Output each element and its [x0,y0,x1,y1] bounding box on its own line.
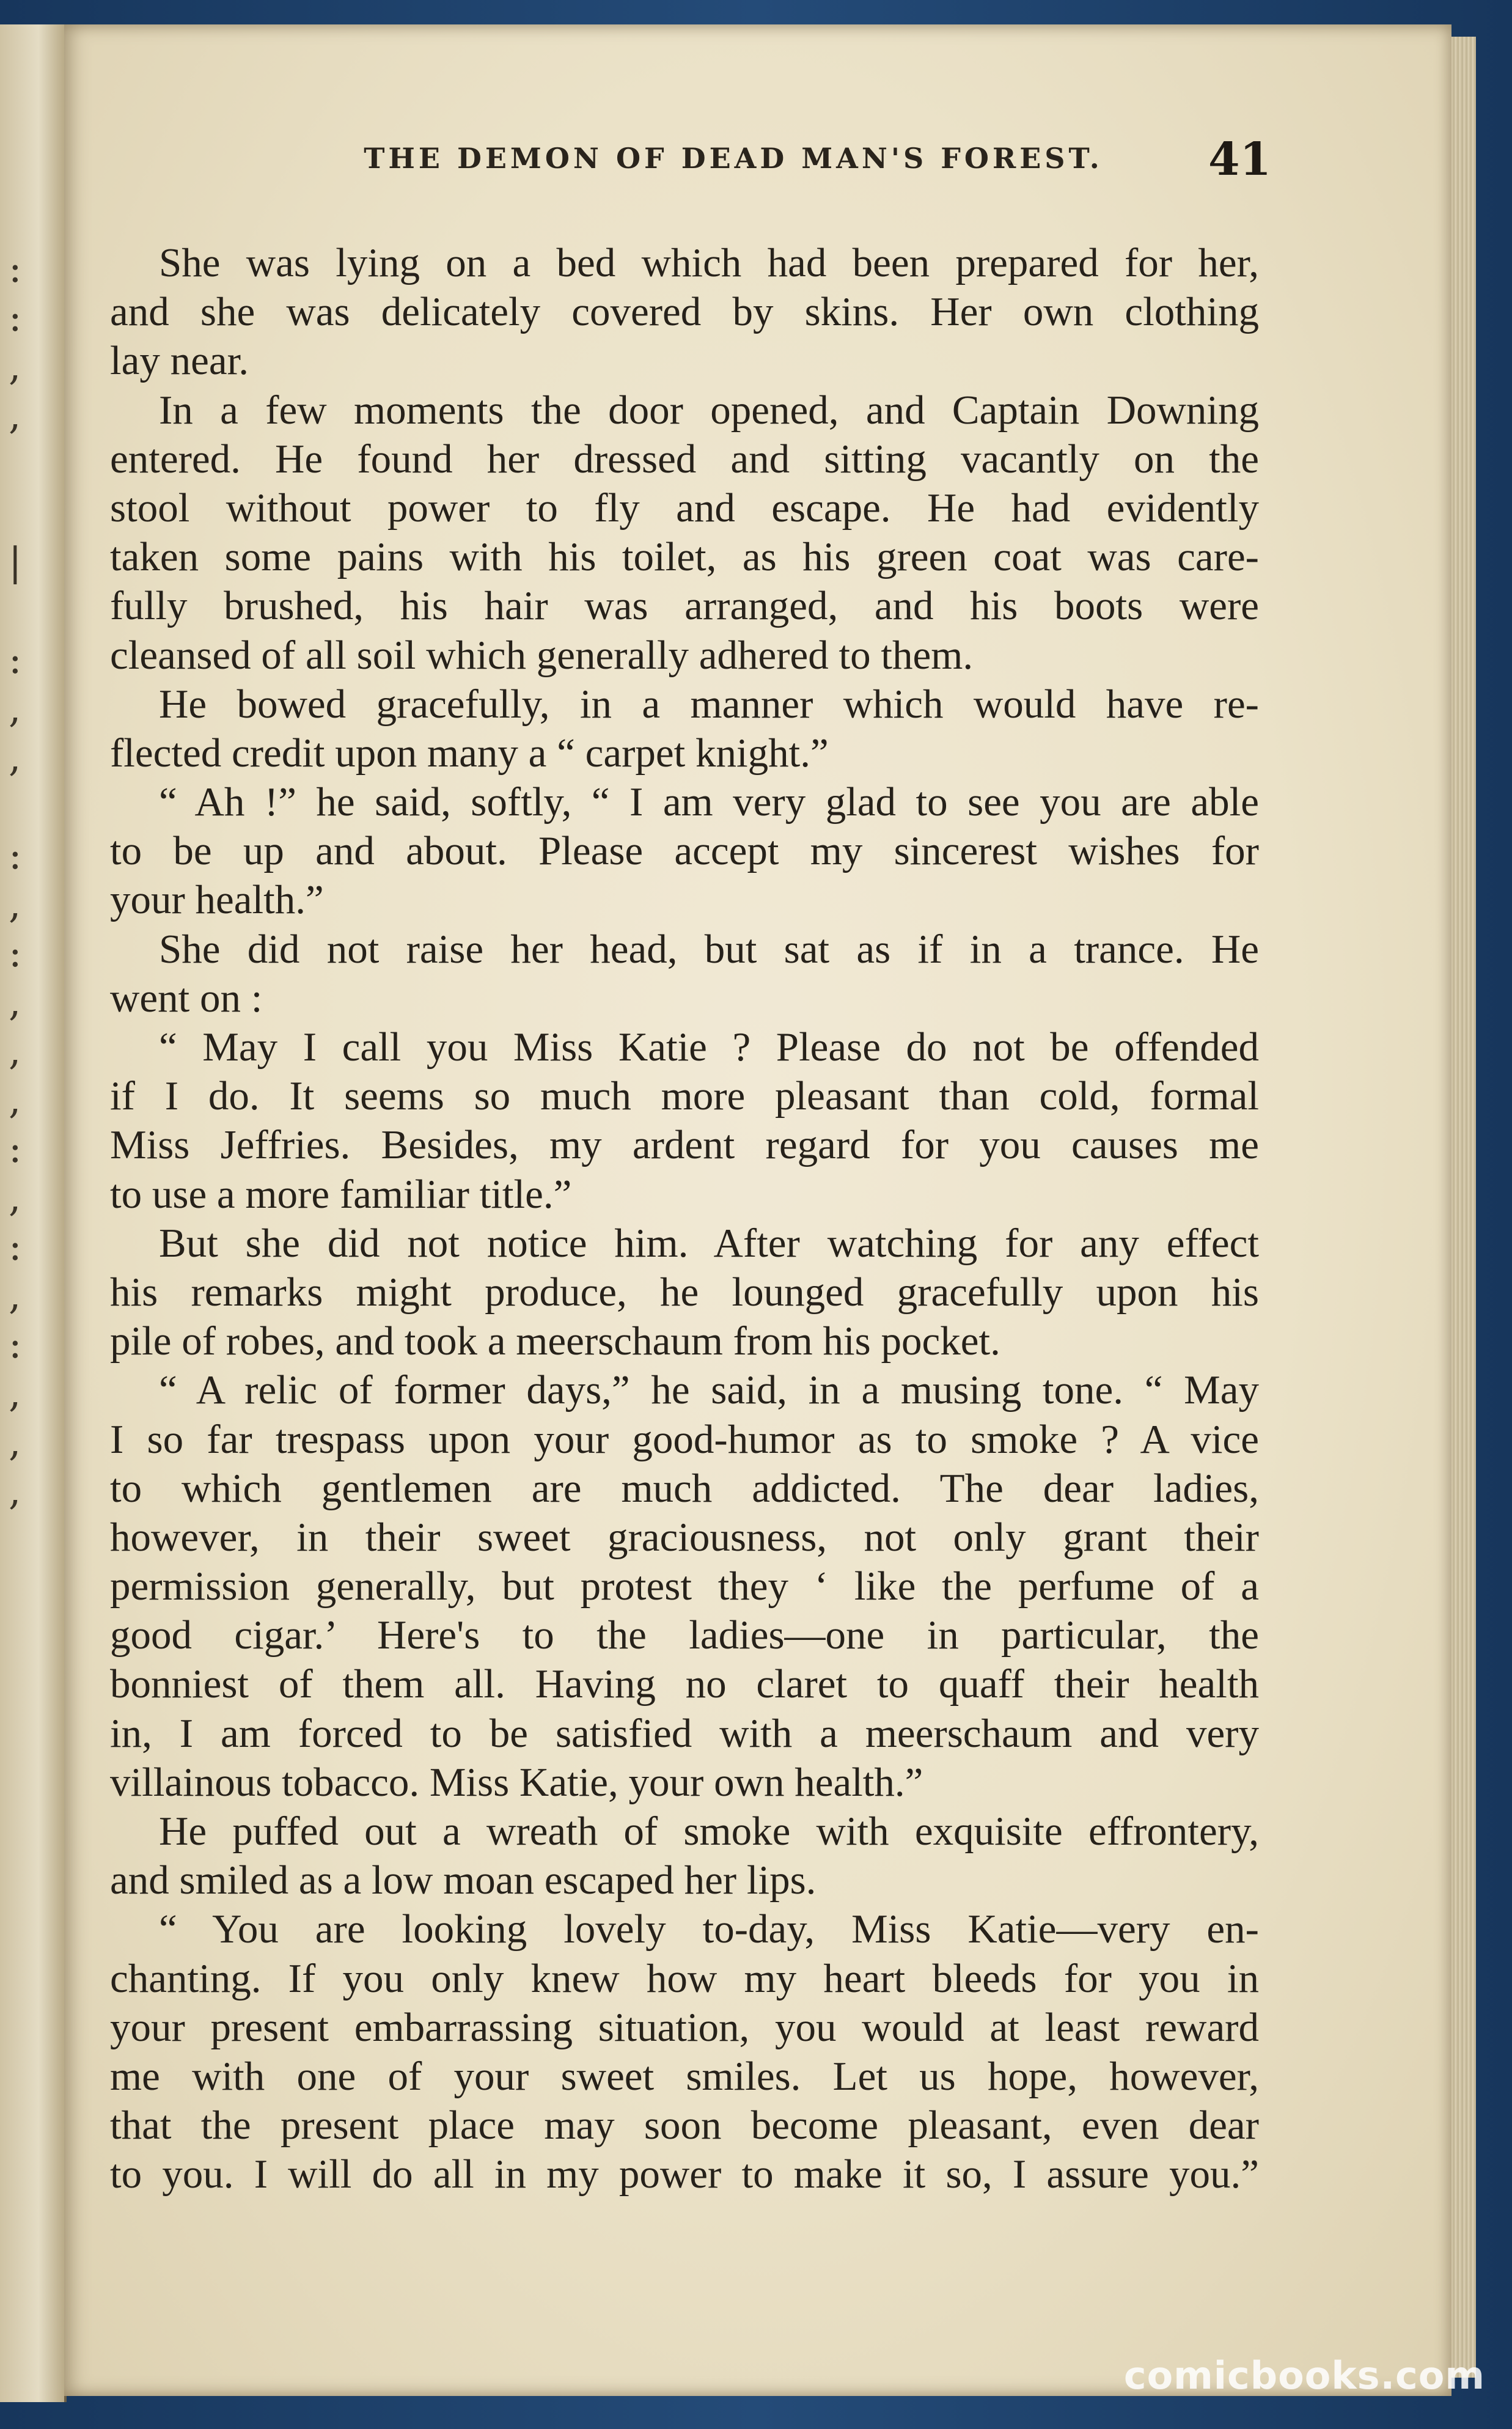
text-line: and smiled as a low moan escaped her lips. [110,1858,817,1903]
page-stack-edge [1451,37,1476,2378]
text-line: permission generally, but protest they ‘ like the perfume of a [110,1564,1259,1609]
text-line: She did not raise her head, but sat as if in a trance. He [159,926,1259,972]
page-number: 41 [1208,133,1271,186]
text-line: your present embarrassing situation, you would at least reward [110,2004,1259,2050]
text-line: to be up and about. Please accept my sincerest wishes for [110,828,1259,874]
text-line: Miss Jeffries. Besides, my ardent regard for you causes me [110,1122,1259,1168]
text-line: in, I am forced to be satisfied with a meerschaum and very [110,1710,1259,1756]
text-line: He puffed out a wreath of smoke with exquisite effrontery, [159,1809,1259,1854]
text-line: But she did not notice him. After watching for any effect [159,1220,1259,1266]
text-line: your health.” [110,877,324,923]
text-line: lay near. [110,338,249,384]
facing-page-punctuation: : : , , | : , , : , : , , , : , : , : , , , [9,246,22,1514]
text-line: fully brushed, his hair was arranged, and his boots were [110,583,1259,629]
text-line: pile of robes, and took a meerschaum from his pocket. [110,1318,1000,1364]
text-line: and she was delicately covered by skins. Her own clothing [110,289,1259,335]
running-head: THE DEMON OF DEAD MAN'S FOREST. [364,142,1103,175]
text-line: however, in their sweet graciousness, not only grant their [110,1514,1259,1560]
text-line: his remarks might produce, he lounged gracefully upon his [110,1269,1259,1315]
facing-page-edge [0,24,67,2402]
text-line: good cigar.’ Here's to the ladies—one in particular, the [110,1612,1259,1658]
text-line: to use a more familiar title.” [110,1171,572,1217]
text-line: to which gentlemen are much addicted. The dear ladies, [110,1465,1259,1511]
text-line: He bowed gracefully, in a manner which would have re- [159,681,1259,727]
text-line: taken some pains with his toilet, as his green coat was care- [110,534,1259,580]
text-line: entered. He found her dressed and sitting vacantly on the [110,436,1259,482]
text-line: chanting. If you only knew how my heart bleeds for you in [110,1955,1259,2001]
text-line: stool without power to fly and escape. He had evidently [110,485,1259,531]
text-line: flected credit upon many a “ carpet knight.” [110,730,829,776]
text-line: to you. I will do all in my power to make it so, I assure you.” [110,2152,1259,2197]
text-line: “ You are looking lovely to-day, Miss Katie—very en- [159,1906,1259,1952]
text-line: went on : [110,975,263,1021]
text-line: She was lying on a bed which had been prepared for her, [159,240,1259,285]
body-text [110,238,1259,2199]
text-line: bonniest of them all. Having no claret to quaff their health [110,1661,1259,1707]
text-line: me with one of your sweet smiles. Let us hope, however, [110,2053,1259,2099]
text-line: if I do. It seems so much more pleasant than cold, formal [110,1073,1259,1119]
watermark-text: comicbooks.com [1123,2353,1485,2398]
text-line: cleansed of all soil which generally adhered to them. [110,632,974,678]
text-line: villainous tobacco. Miss Katie, your own health.” [110,1759,923,1805]
text-line: “ Ah !” he said, softly, “ I am very glad to see you are able [159,779,1259,825]
text-line: that the present place may soon become pleasant, even dear [110,2103,1259,2148]
text-line: “ May I call you Miss Katie ? Please do not be offended [159,1024,1259,1070]
text-line: I so far trespass upon your good-humor as to smoke ? A vice [110,1416,1259,1462]
text-line: “ A relic of former days,” he said, in a musing tone. “ May [159,1367,1259,1413]
text-line: In a few moments the door opened, and Captain Downing [159,387,1259,433]
